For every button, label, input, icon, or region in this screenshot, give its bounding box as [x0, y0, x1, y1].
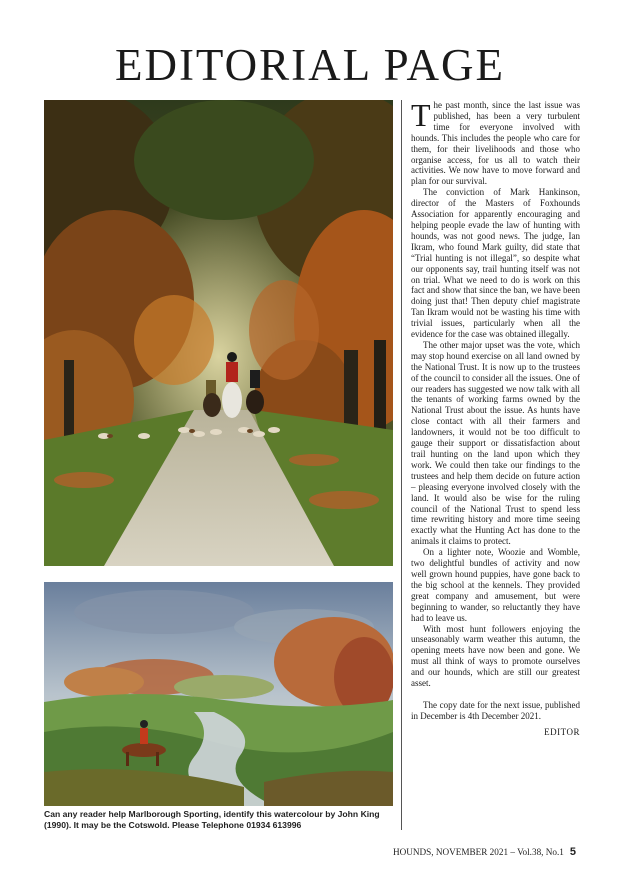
column-divider [401, 100, 402, 830]
page-footer [393, 846, 576, 858]
article-paragraph-4: On a lighter note, Woozie and Womble, two delightful bundles of activity and now well grown hound puppies, have gone back to the big school at the kennels. They provided great company and amusement, but were beginning to wander, so reluctantly they have had to leave us. [411, 547, 580, 623]
picture-caption: Can any reader help Marlborough Sporting, identify this watercolour by John King (1990). It may be the Cotswold. Please Telephone 01934 613996 [44, 809, 380, 830]
editorial-article [411, 97, 580, 738]
page-title: EDITORIAL PAGE [114, 40, 506, 90]
editor-signature: EDITOR [544, 726, 580, 737]
page-number: 5 [569, 846, 576, 858]
article-paragraph-5: With most hunt followers enjoying the unseasonably warm weather this autumn, the opening meets have now been and gone. We must all think of ways to promote ourselves and our hounds, which are still our greatest asset. [411, 623, 580, 689]
article-paragraph-2: The conviction of Mark Hankinson, director of the Masters of Foxhounds Association for apparently encouraging and helping people evade the law of hunting with hounds, was not good news. The judge, Ian Ikram, who found Mark guilty, did state that “Trial hunting is not illegal”, so despite what our opponents say, trail hunting itself was not on trial. What we need to do is work on this fact and show that since the ban, we have been doing just that! Then deputy chief magistrate Tan Ikram would not be wasting his time with trivial issues, particularly when all the evidence for the case was obtained illegally. [411, 187, 580, 340]
drop-cap: T [411, 97, 431, 133]
hunt-avenue-photo [44, 100, 393, 566]
publication-info: HOUNDS, NOVEMBER 2021 – Vol.38, No.1 [392, 847, 564, 857]
article-paragraph-6: The copy date for the next issue, published in December is 4th December 2021. [411, 699, 580, 721]
article-paragraph-1: The past month, since the last issue was published, has been a very turbulent time for everyone involved with hounds. This includes the people who care for them, for their livelihoods and those who organise access, for us all to watch their activities. We now have to move forward and plan for our survival. [411, 97, 580, 187]
article-paragraph-3: The other major upset was the vote, which may stop hound exercise on all land owned by the National Trust. It is now up to the trustees of the council to consider all the issues. One of our readers has suggested we now talk with all the tenants of working farms owned by the National Trust about the issue. As hunts have close contact with all their farmers and landowners, it would not be too difficult to gauge their support or dissatisfaction about trail hunting on the land upon which they work. We could then take our findings to the trustees and help them decide on future action – pleasing everyone involved closely with the land. It would also be wise for the ruling council of the National Trust to spend less time rewriting history and more time seeing exactly what the Hunting Act has done to the animals it claims to protect. [411, 339, 580, 547]
watercolour-painting [44, 582, 393, 806]
